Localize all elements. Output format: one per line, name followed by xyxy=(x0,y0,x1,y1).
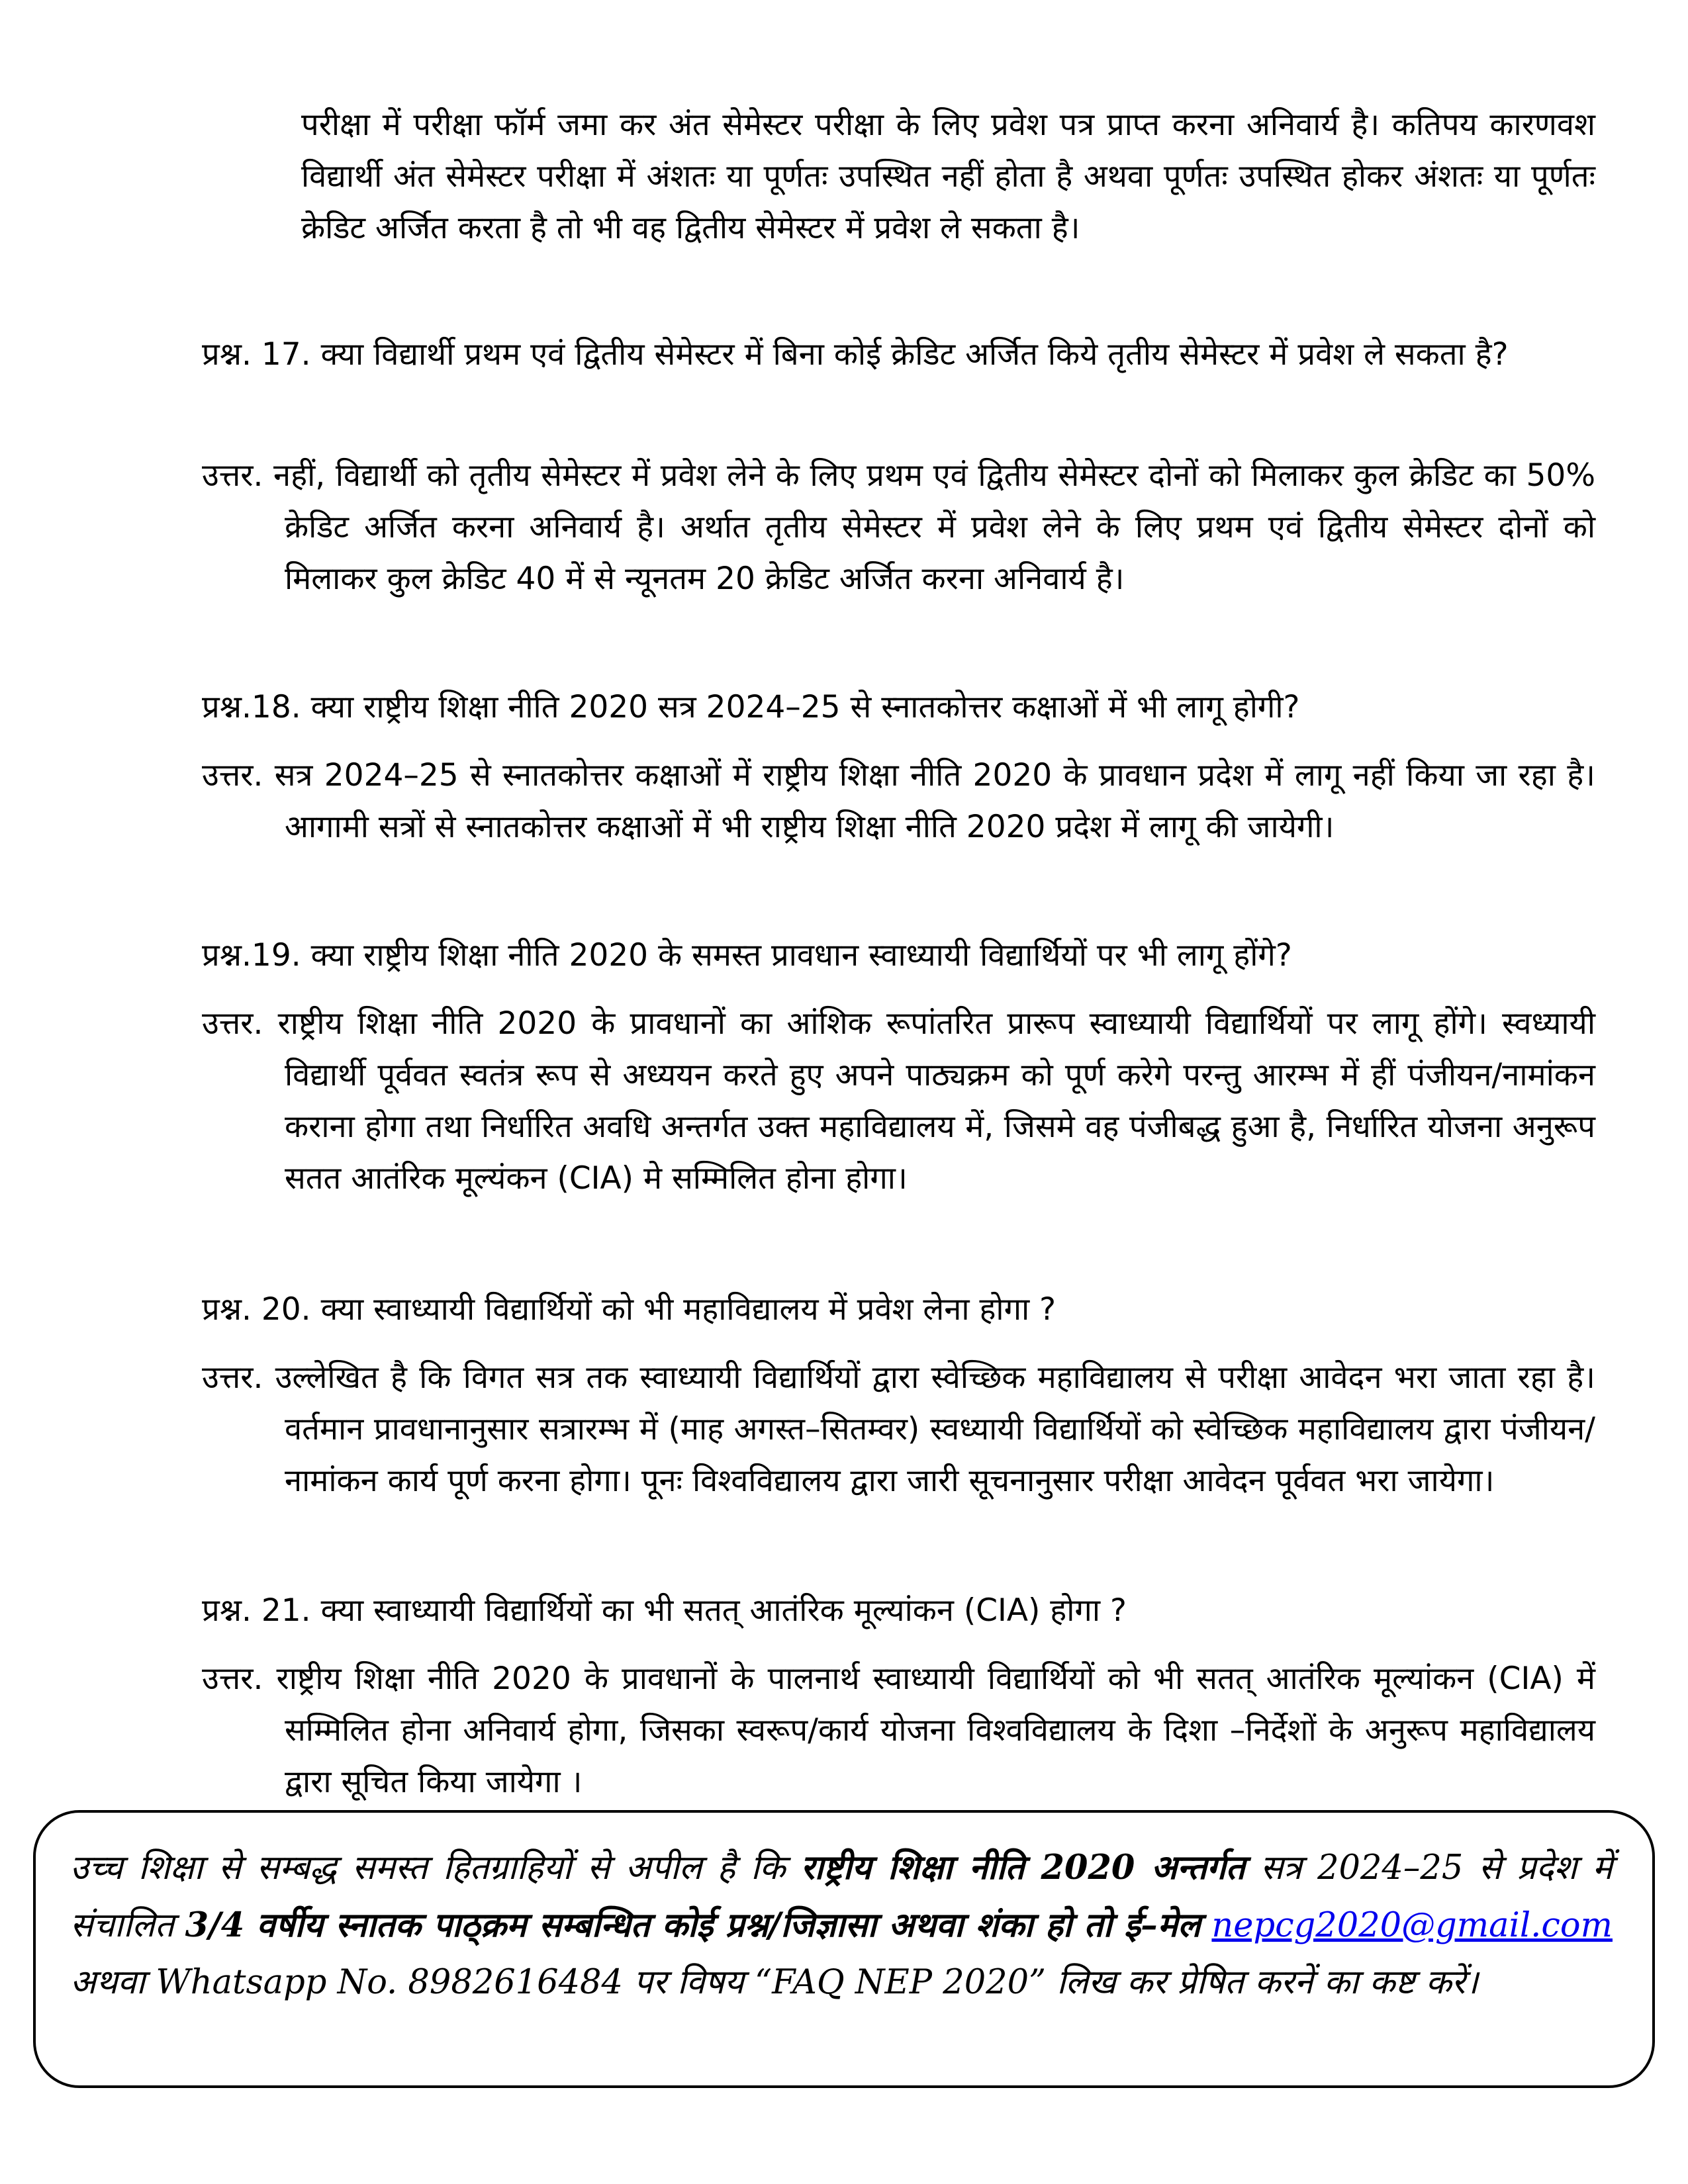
notice-text-1: उच्च शिक्षा से सम्बद्ध समस्त हितग्राहियों से अपील है कि xyxy=(70,1848,786,1888)
answer-20 xyxy=(202,1352,1595,1507)
question-17 xyxy=(202,329,1595,381)
answer-18 xyxy=(202,750,1595,853)
answer-label: उत्तर. xyxy=(202,1359,263,1396)
question-21 xyxy=(202,1585,1595,1637)
question-text: क्या राष्ट्रीय शिक्षा नीति 2020 के समस्त प्रावधान स्वाध्यायी विद्यार्थियों पर भी लागू होंगे? xyxy=(310,937,1292,974)
appeal-notice-box xyxy=(33,1810,1655,2088)
email-link[interactable]: nepcg2020@gmail.com xyxy=(1211,1906,1613,1945)
question-text: क्या स्वाध्यायी विद्यार्थियों का भी सतत् आतंरिक मूल्यांकन (CIA) होगा ? xyxy=(320,1592,1127,1629)
question-number: प्रश्न.19. xyxy=(202,937,301,974)
question-number: प्रश्न. 20. xyxy=(202,1291,311,1328)
answer-label: उत्तर. xyxy=(202,1661,263,1697)
question-number: प्रश्न. 21. xyxy=(202,1592,311,1629)
answer-text: उल्लेखित है कि विगत सत्र तक स्वाध्यायी विद्यार्थियों द्वारा स्वेच्छिक महाविद्यालय से परीक्षा आवेदन भरा जाता रहा है। वर्तमान प्रावधानानुसार सत्रारम्भ में (माह अगस्त–सितम्वर) स्वध्यायी विद्यार्थियों को स्वेच्छिक महाविद्यालय द्वारा पंजीयन/नामांकन कार्य पूर्ण करना होगा। पूनः विश्वविद्यालय द्वारा जारी सूचनानुसार परीक्षा आवेदन पूर्ववत भरा जायेगा। xyxy=(275,1359,1595,1499)
answer-text: नहीं, विद्यार्थी को तृतीय सेमेस्टर में प्रवेश लेने के लिए प्रथम एवं द्वितीय सेमेस्टर दोनों को मिलाकर कुल क्रेडिट का 50% क्रेडिट अर्जित करना अनिवार्य है। अर्थात तृतीय सेमेस्टर में प्रवेश लेने के लिए प्रथम एवं द्वितीय सेमेस्टर दोनों को मिलाकर कुल क्रेडिट 40 में से न्यूनतम 20 क्रेडिट अर्जित करना अनिवार्य है। xyxy=(273,457,1595,597)
continuation-paragraph: परीक्षा में परीक्षा फॉर्म जमा कर अंत सेमेस्टर परीक्षा के लिए प्रवेश पत्र प्राप्त करना अनिवार्य है। कतिपय कारणवश विद्यार्थी अंत सेमेस्टर परीक्षा में अंशतः या पूर्णतः उपस्थित नहीं होता है अथवा पूर्णतः उपस्थित होकर अंशतः या पूर्णतः क्रेडिट अर्जित करता है तो भी वह द्वितीय सेमेस्टर में प्रवेश ले सकता है। xyxy=(301,107,1595,246)
question-20 xyxy=(202,1284,1595,1336)
answer-label: उत्तर. xyxy=(202,1005,263,1042)
question-19 xyxy=(202,930,1595,981)
question-text: क्या राष्ट्रीय शिक्षा नीति 2020 सत्र 2024–25 से स्नातकोत्तर कक्षाओं में भी लागू होगी? xyxy=(310,689,1300,725)
notice-text-2: सत्र 2024–25 से प्रदेश में संचालित xyxy=(70,1848,1613,1945)
question-text: क्या स्वाध्यायी विद्यार्थियों को भी महाविद्यालय में प्रवेश लेना होगा ? xyxy=(320,1291,1056,1328)
answer-text: सत्र 2024–25 से स्नातकोत्तर कक्षाओं में राष्ट्रीय शिक्षा नीति 2020 के प्रावधान प्रदेश में लागू नहीं किया जा रहा है। आगामी सत्रों से स्नातकोत्तर कक्षाओं में भी राष्ट्रीय शिक्षा नीति 2020 प्रदेश में लागू की जायेगी। xyxy=(274,757,1595,845)
question-number: प्रश्न.18. xyxy=(202,689,301,725)
answer-label: उत्तर. xyxy=(202,757,263,794)
answer-label: उत्तर. xyxy=(202,457,263,494)
answer-19 xyxy=(202,998,1595,1205)
notice-text-3: अथवा Whatsapp No. 8982616484 पर विषय “FAQ NEP 2020” लिख कर प्रेषित करनें का कष्ट करें। xyxy=(70,1963,1478,2002)
notice-bold-2: 3/4 वर्षीय स्नातक पाठ्क्रम सम्बन्धित कोई प्रश्न/जिज्ञासा अथवा शंका हो तो ई–मेल xyxy=(185,1905,1201,1945)
question-text: क्या विद्यार्थी प्रथम एवं द्वितीय सेमेस्टर में बिना कोई क्रेडिट अर्जित किये तृतीय सेमेस्टर में प्रवेश ले सकता है? xyxy=(320,336,1509,373)
answer-text: राष्ट्रीय शिक्षा नीति 2020 के प्रावधानों का आंशिक रूपांतरित प्रारूप स्वाध्यायी विद्यार्थियों पर लागू होंगे। स्वध्यायी विद्यार्थी पूर्ववत स्वतंत्र रूप से अध्ययन करते हुए अपने पाठ्यक्रम को पूर्ण करेगे परन्तु आरम्भ में हीं पंजीयन/नामांकन कराना होगा तथा निर्धारित अवधि अन्तर्गत उक्त महाविद्यालय में, जिसमे वह पंजीबद्ध हुआ है, निर्धारित योजना अनुरूप सतत आतंरिक मूल्यंकन (CIA) मे सम्मिलित होना होगा। xyxy=(277,1005,1595,1197)
answer-text: राष्ट्रीय शिक्षा नीति 2020 के प्रावधानों के पालनार्थ स्वाध्यायी विद्यार्थियों को भी सतत् आतंरिक मूल्यांकन (CIA) में सम्मिलित होना अनिवार्य होगा, जिसका स्वरूप/कार्य योजना विश्वविद्यालय के दिशा –निर्देशों के अनुरूप महाविद्यालय द्वारा सूचित किया जायेगा । xyxy=(276,1661,1595,1800)
question-number: प्रश्न. 17. xyxy=(202,336,311,373)
notice-bold-1: राष्ट्रीय शिक्षा नीति 2020 अन्तर्गत xyxy=(800,1848,1245,1888)
answer-17 xyxy=(202,450,1595,605)
question-18 xyxy=(202,682,1595,733)
answer-21 xyxy=(202,1653,1595,1808)
